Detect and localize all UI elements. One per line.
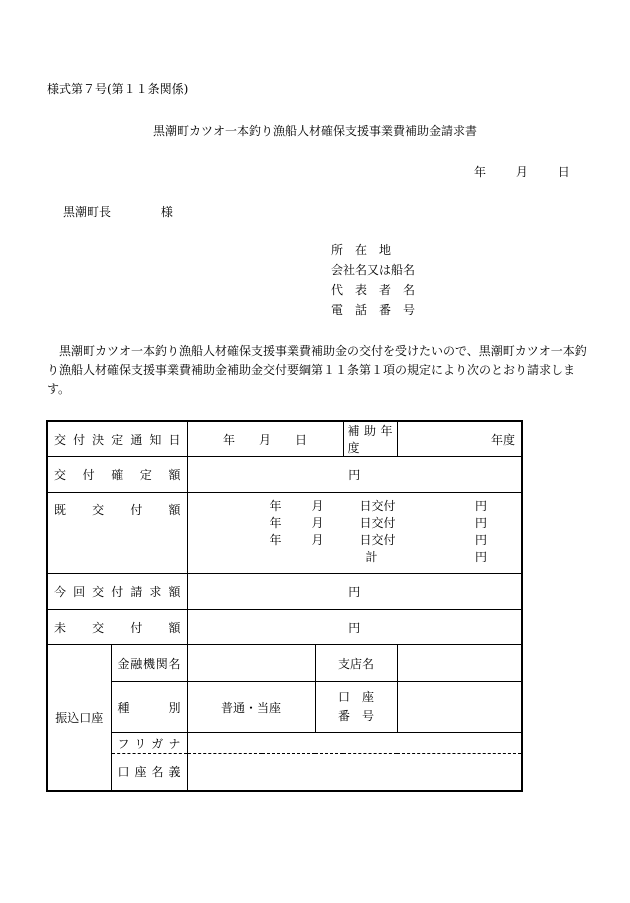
confirmed-amount-field[interactable]: 円 xyxy=(187,457,522,493)
addressee-name: 黒潮町長 xyxy=(63,205,112,219)
payment-total-yen: 円 xyxy=(475,550,488,564)
branch-field[interactable] xyxy=(397,645,522,682)
payment-yen: 円 xyxy=(475,516,488,530)
table-row xyxy=(47,493,522,574)
confirmed-amount-label: 交付確定額 xyxy=(47,457,187,493)
request-statement: 黒潮町カツオ一本釣り漁船人材確保支援事業費補助金の交付を受けたいので、黒潮町カツオ一本釣り漁船人材確保支援事業費補助金補助金交付要綱第１１条第１項の規定により次のとおり請求します。 xyxy=(47,344,587,396)
fiscal-year-field[interactable]: 年度 xyxy=(397,421,522,457)
list-item xyxy=(264,497,494,514)
page-title: 黒潮町カツオ一本釣り漁船人材確保支援事業費補助金請求書 xyxy=(152,124,477,138)
list-item xyxy=(264,531,494,548)
date-day-label: 日 xyxy=(557,165,570,179)
furigana-label: フリガナ xyxy=(111,733,187,754)
account-number-label xyxy=(315,682,397,733)
account-type-label: 種 別 xyxy=(111,682,187,733)
table-row xyxy=(47,733,522,754)
table-row xyxy=(47,457,522,493)
transfer-account-label: 振込口座 xyxy=(47,645,111,791)
applicant-representative-label: 代 表 者 名 xyxy=(331,283,416,297)
account-holder-field[interactable] xyxy=(187,754,522,791)
applicant-block xyxy=(331,240,415,320)
account-number-label-line1: 口 座 xyxy=(338,690,375,704)
table-row xyxy=(47,754,522,791)
form-number: 様式第７号(第１１条関係) xyxy=(47,82,189,96)
decision-date-label: 交付決定通知日 xyxy=(47,421,187,457)
unpaid-field[interactable]: 円 xyxy=(187,610,522,645)
request-table xyxy=(46,420,523,792)
bank-name-field[interactable] xyxy=(187,645,315,682)
date-line xyxy=(474,163,570,180)
date-year-label: 年 xyxy=(474,165,487,179)
account-number-field[interactable] xyxy=(397,682,522,733)
addressee-honorific: 様 xyxy=(160,205,173,219)
account-number-label-line2: 番 号 xyxy=(338,709,375,723)
addressee xyxy=(63,203,173,220)
payment-total-label: 計 xyxy=(365,550,378,564)
already-paid-field[interactable] xyxy=(187,493,522,574)
bank-name-label: 金融機関名 xyxy=(111,645,187,682)
table-row xyxy=(47,645,522,682)
table-row xyxy=(47,682,522,733)
payment-yen: 円 xyxy=(475,499,488,513)
current-request-label: 今回交付請求額 xyxy=(47,574,187,610)
fiscal-year-label: 補助年度 xyxy=(343,421,397,457)
payment-day: 日交付 xyxy=(359,499,396,513)
account-holder-label: 口座名義 xyxy=(111,754,187,791)
payment-year: 年 xyxy=(269,533,282,547)
payment-year: 年 xyxy=(269,499,282,513)
unpaid-label: 未交付額 xyxy=(47,610,187,645)
account-type-field[interactable]: 普通・当座 xyxy=(187,682,315,733)
current-request-field[interactable]: 円 xyxy=(187,574,522,610)
date-month-label: 月 xyxy=(515,165,528,179)
applicant-company-label: 会社名又は船名 xyxy=(331,263,416,277)
applicant-phone-label: 電 話 番 号 xyxy=(331,303,416,317)
applicant-address-label: 所 在 地 xyxy=(331,243,392,257)
payment-day: 日交付 xyxy=(359,516,396,530)
payment-yen: 円 xyxy=(475,533,488,547)
list-item xyxy=(264,514,494,531)
already-paid-label: 既交付額 xyxy=(47,493,187,574)
payment-month: 月 xyxy=(311,516,324,530)
table-row xyxy=(47,610,522,645)
payment-month: 月 xyxy=(311,533,324,547)
table-row xyxy=(47,574,522,610)
decision-date-field[interactable]: 年 月 日 xyxy=(187,421,343,457)
payment-year: 年 xyxy=(269,516,282,530)
table-row xyxy=(47,421,522,457)
furigana-field[interactable] xyxy=(187,733,522,754)
payment-day: 日交付 xyxy=(359,533,396,547)
branch-label: 支店名 xyxy=(315,645,397,682)
payment-month: 月 xyxy=(311,499,324,513)
already-paid-list xyxy=(264,497,494,565)
list-item xyxy=(264,548,494,565)
